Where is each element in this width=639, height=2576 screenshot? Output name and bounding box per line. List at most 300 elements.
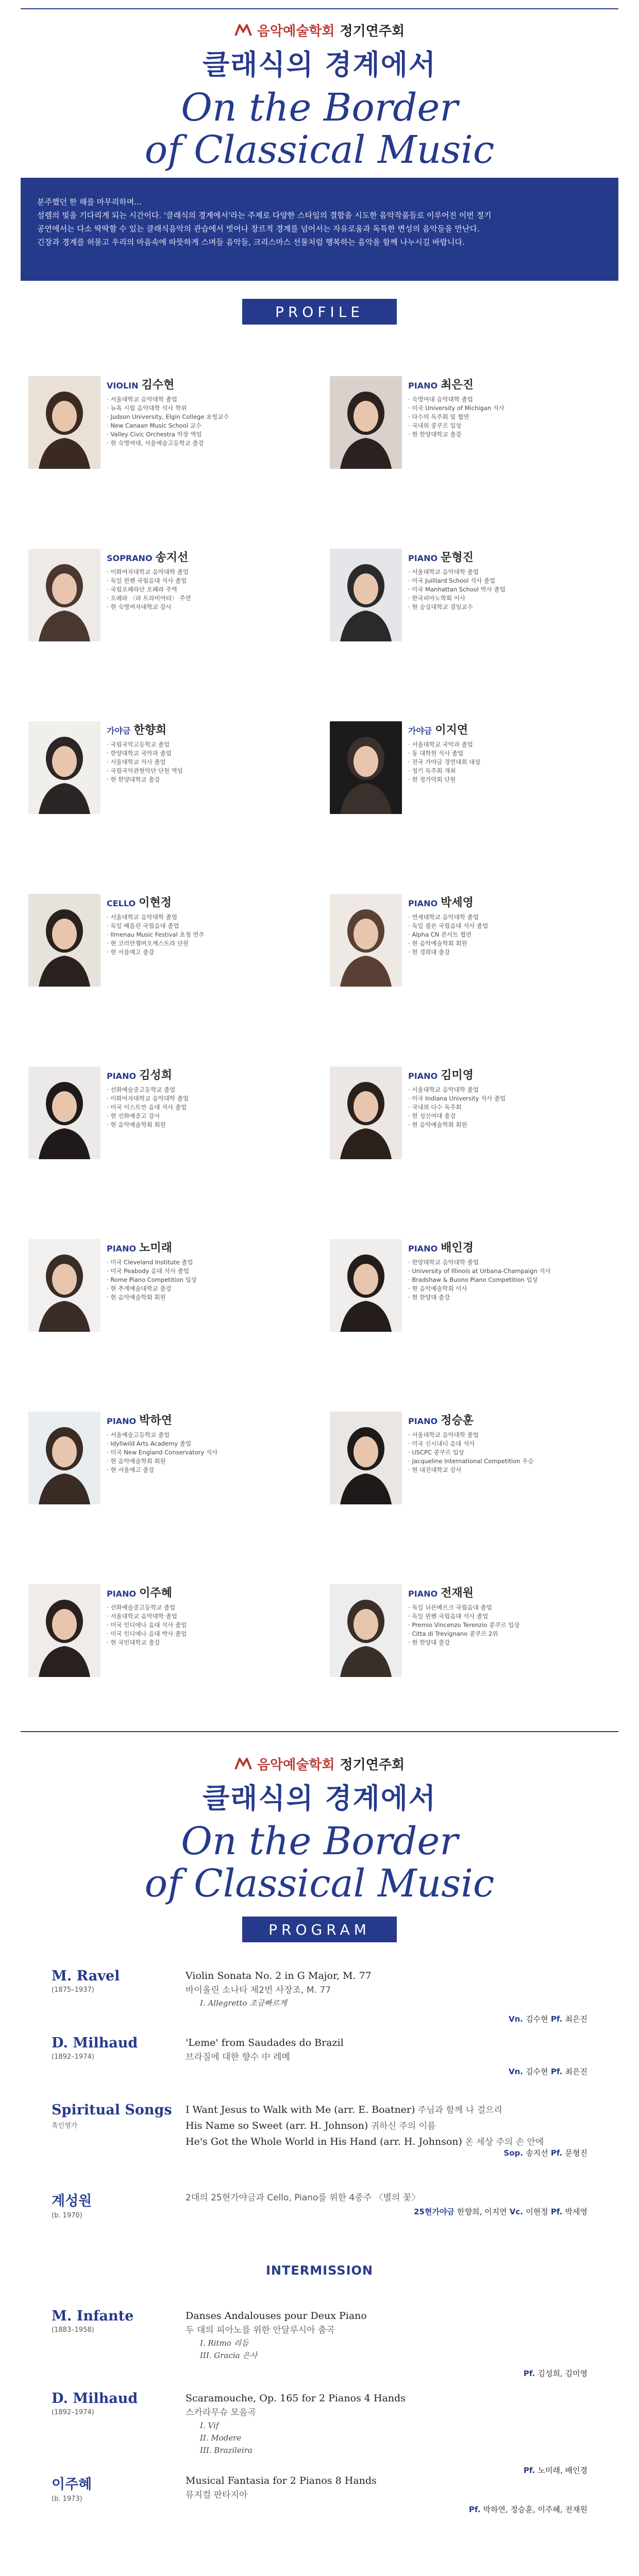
profile-name-line	[107, 721, 313, 737]
work-title-ko: 온 세상 주의 손 안에	[462, 2137, 544, 2147]
bio-item: · Premio Vincenzo Terenzio 콩쿠르 입상	[408, 1621, 614, 1630]
composer	[52, 2190, 186, 2219]
profile-name-line	[107, 1412, 313, 1428]
bio-item: · 현 한양대 출강	[408, 1638, 614, 1647]
profile-name-line	[408, 376, 614, 392]
profile-instrument: PIANO	[408, 553, 438, 563]
program-item	[52, 1968, 587, 2030]
performer-names: 한향희, 이지연	[457, 2207, 507, 2216]
profile-instrument: PIANO	[107, 1416, 137, 1426]
program-item	[52, 2308, 587, 2378]
bio-item: · 국립국악고등학교 졸업	[107, 740, 313, 749]
work-title	[186, 1968, 587, 1984]
work-title-en: Danses Andalouses pour Deux Piano	[186, 2310, 367, 2321]
profile-info	[107, 549, 313, 612]
work-title	[186, 2308, 587, 2324]
performer-label: Pf.	[468, 2505, 483, 2514]
bio-item: · 미국 인디애나 음대 박사 졸업	[107, 1630, 313, 1638]
composer-years: 흑인영가	[52, 2122, 78, 2130]
bio-item: · Citta di Trevignano 콩쿠르 2위	[408, 1630, 614, 1638]
bio-item: · 현 음악예술학회 회원	[107, 1293, 313, 1302]
bio-item: · 독일 베를린 국립음대 졸업	[107, 922, 313, 930]
profile-instrument: PIANO	[408, 381, 438, 391]
logo-icon	[234, 24, 252, 37]
work-korean: 스카라무슈 모음곡	[186, 2408, 256, 2418]
bio-item: · 선화예술중고등학교 졸업	[107, 1086, 313, 1094]
movement: I. Ritmo 리듬	[200, 2338, 249, 2348]
bio-item: · 뉴욕 시립 음악대학 석사 학위	[107, 404, 313, 413]
bio-item: · 미국 Juilliard School 석사 졸업	[408, 577, 614, 585]
profile-name-line	[408, 1066, 614, 1082]
bio-item: · 독일 뉘른베르크 국립음대 졸업	[408, 1603, 614, 1612]
composer-name: M. Infante	[52, 2308, 134, 2324]
performers	[524, 2368, 587, 2379]
profile-name: 한향희	[133, 724, 167, 737]
works	[186, 2035, 587, 2064]
work-title-en: Scaramouche, Op. 165 for 2 Pianos 4 Hands	[186, 2393, 406, 2404]
bio-item: · 현 경희대 출강	[408, 948, 614, 957]
title-english-1: On the Border	[181, 1819, 458, 1863]
composer	[52, 2391, 186, 2416]
composer-name: D. Milhaud	[52, 2391, 138, 2406]
profile-info	[408, 1066, 614, 1129]
profile-card	[330, 721, 618, 840]
performer-label: Vn.	[508, 2014, 526, 2024]
profile-info	[408, 376, 614, 439]
profile-photo	[330, 1239, 402, 1332]
profile-photo	[330, 894, 402, 987]
profile-bio	[107, 1258, 313, 1302]
performer-label: Pf.	[548, 2207, 565, 2216]
profile-bio	[107, 1431, 313, 1475]
profile-card	[330, 894, 618, 1012]
profile-info	[408, 894, 614, 957]
bio-item: · 선화예술중고등학교 졸업	[107, 1603, 313, 1612]
profile-name-line	[408, 549, 614, 565]
bio-item: · 한국피아노학회 이사	[408, 594, 614, 603]
bio-item: · Idyllwild Arts Academy 졸업	[107, 1439, 313, 1448]
movement: III. Brazileira	[200, 2446, 253, 2455]
profile-bio	[107, 913, 313, 957]
bio-item: · 현 음악예술학회 회원	[107, 1457, 313, 1466]
bio-item: · 현 숙명여자대학교 강사	[107, 603, 313, 612]
performers	[509, 2013, 587, 2024]
bio-item: · 현 서울예고 출강	[107, 948, 313, 957]
program-banner: PROGRAM	[242, 1917, 397, 1942]
work-title-en: He's Got the Whole World in His Hand (arr. H. Johnson)	[186, 2136, 462, 2147]
bio-item: · USCPC 콩쿠르 입상	[408, 1448, 614, 1457]
profile-name: 최은진	[441, 379, 474, 392]
profile-card	[330, 1584, 618, 1703]
profile-photo	[28, 1584, 100, 1677]
profile-bio	[107, 1603, 313, 1647]
profile-name: 정승훈	[441, 1414, 474, 1427]
profile-photo	[330, 721, 402, 814]
profile-info	[408, 1239, 614, 1302]
bio-item: · 독일 쾰른 국립음대 석사 졸업	[408, 922, 614, 930]
bio-item: · Valley Civic Orchestra 악장 역임	[107, 430, 313, 439]
profile-bio	[107, 395, 313, 448]
bio-item: · 서울대학교 음악대학 졸업	[408, 1086, 614, 1094]
bio-item: · 미국 Peabody 음대 석사 졸업	[107, 1267, 313, 1276]
work-title-en: His Name so Sweet (arr. H. Johnson)	[186, 2120, 368, 2131]
composer	[52, 2035, 186, 2061]
bio-item: · 동 대학원 석사 졸업	[408, 749, 614, 758]
bio-item: · 현 숙명여대, 서울예술고등학교 출강	[107, 439, 313, 448]
composer-years: (1892–1974)	[52, 2409, 94, 2416]
works	[186, 1968, 587, 2009]
performer-label: Sop.	[503, 2148, 526, 2158]
works	[186, 2473, 587, 2502]
bio-item: · 현 한양대학교 출강	[408, 430, 614, 439]
profile-card	[28, 721, 317, 840]
bio-item: · 현 정가악회 단원	[408, 775, 614, 784]
bio-item: · 현 추계예술대학교 출강	[107, 1284, 313, 1293]
bio-item: · Judson University, Elgin College 초빙교수	[107, 413, 313, 421]
profile-card	[330, 1239, 618, 1358]
bio-item: · 미국 신시내티 음대 석사	[408, 1439, 614, 1448]
performers	[509, 2066, 587, 2077]
profile-bio	[408, 740, 614, 784]
work-title-en: Musical Fantasia for 2 Pianos 8 Hands	[186, 2475, 377, 2486]
bio-item: · 전국 가야금 경연대회 대상	[408, 758, 614, 767]
profile-instrument: PIANO	[408, 1416, 438, 1426]
profile-name: 김미영	[441, 1069, 474, 1082]
bio-item: · Alpha CN 콘서트 협연	[408, 930, 614, 939]
performer-label: Pf.	[523, 2369, 538, 2378]
profile-info	[107, 721, 313, 784]
bio-item: · Jacqueline International Competition 우승	[408, 1457, 614, 1466]
bio-item: · 서울대학교 석사 졸업	[107, 758, 313, 767]
work-title	[186, 2118, 587, 2134]
profile-instrument: 가야금	[107, 726, 131, 736]
profile-info	[107, 894, 313, 957]
intermission: INTERMISSION	[266, 2263, 373, 2278]
work-title-en: Violin Sonata No. 2 in G Major, M. 77	[186, 1970, 372, 1981]
profile-instrument: VIOLIN	[107, 381, 139, 391]
profile-bio	[107, 568, 313, 612]
profile-photo	[28, 894, 100, 987]
work-title	[186, 2190, 587, 2206]
title-english-2: of Classical Music	[144, 1861, 495, 1906]
composer-years: (1883–1958)	[52, 2326, 94, 2334]
works	[186, 2391, 587, 2456]
program-item	[52, 2035, 587, 2097]
bio-item: · 미국 New England Conservatory 석사	[107, 1448, 313, 1457]
bio-item: · 이화여자대학교 음악대학 졸업	[107, 568, 313, 577]
performer-names: 박하연, 정승훈, 이주혜, 전재원	[483, 2505, 587, 2514]
bio-item: · 현 한양대 출강	[408, 1293, 614, 1302]
bio-item: · 서울대학교 음악대학 졸업	[107, 1612, 313, 1621]
bio-item: · 연세대학교 음악대학 졸업	[408, 913, 614, 922]
bio-item: · 국내외 콩쿠르 입상	[408, 421, 614, 430]
profile-info	[408, 721, 614, 784]
program-item	[52, 2190, 587, 2251]
bio-item: · 현 선화예중고 강사	[107, 1112, 313, 1121]
program-item	[52, 2473, 587, 2535]
profile-name-line	[408, 1239, 614, 1255]
bio-item: · 서울대학교 국악과 졸업	[408, 740, 614, 749]
work-title-en: 'Leme' from Saudades do Brazil	[186, 2037, 344, 2048]
org-name: 음악예술학회	[257, 24, 335, 39]
profile-bio	[408, 1603, 614, 1647]
profile-name: 전재원	[441, 1587, 474, 1600]
program-item	[52, 2102, 587, 2164]
bio-item: · 서울대학교 음악대학 졸업	[408, 1431, 614, 1439]
profile-instrument: PIANO	[408, 1244, 438, 1253]
bio-item: · 현 음악예술학회 회원	[408, 1121, 614, 1129]
intro-box	[21, 178, 618, 281]
profile-card	[28, 549, 317, 667]
composer-name: D. Milhaud	[52, 2035, 138, 2051]
profile-instrument: 가야금	[408, 726, 432, 736]
works	[186, 2102, 587, 2150]
profile-info	[107, 1239, 313, 1302]
work-title	[186, 2035, 587, 2050]
bio-item: · 미국 이스트만 음대 석사 졸업	[107, 1103, 313, 1112]
profile-card	[28, 1239, 317, 1358]
intro-line: 분주했던 한 해를 마무리하며…	[37, 197, 142, 207]
performer-names: 문형진	[565, 2148, 587, 2158]
profile-card	[28, 376, 317, 495]
performer-names: 박세영	[565, 2207, 587, 2216]
bio-item: · 현 코리안챔버오케스트라 단원	[107, 939, 313, 948]
profile-name: 박세영	[441, 896, 474, 909]
work-title-ko: 2대의 25현가야금과 Cello, Piano를 위한 4중주 〈별의 꽃〉	[186, 2193, 421, 2203]
profile-name-line	[107, 549, 313, 565]
profile-photo	[28, 1239, 100, 1332]
work-title	[186, 2473, 587, 2488]
profile-card	[330, 1066, 618, 1185]
performer-names: 김성희, 김미영	[537, 2369, 587, 2378]
profile-photo	[28, 721, 100, 814]
profile-name: 이현정	[139, 896, 172, 909]
bio-item: · 독일 뮌헨 국립음대 석사 졸업	[408, 1612, 614, 1621]
profile-photo	[330, 376, 402, 469]
profile-info	[107, 376, 313, 448]
profile-name-line	[408, 1584, 614, 1600]
performers	[503, 2147, 587, 2158]
performer-names: 송지선	[526, 2148, 548, 2158]
profile-name: 송지선	[155, 551, 189, 564]
bio-item: · 서울대학교 음악대학 졸업	[107, 395, 313, 404]
profile-photo	[28, 549, 100, 641]
intro-line: 설렘의 빛을 기다리게 되는 시간이다. '클래식의 경계에서'라는 주제로 다양한 스타일의 결합을 시도한 음악작품들로 이루어진 이번 정기	[37, 211, 492, 220]
profile-info	[107, 1412, 313, 1475]
profile-name: 이주혜	[139, 1587, 172, 1600]
performer-names: 노미래, 배인경	[537, 2466, 587, 2475]
title-english-2: of Classical Music	[144, 128, 495, 172]
bio-item: · 국내외 다수 독주회	[408, 1103, 614, 1112]
bio-item: · 서울예술고등학교 졸업	[107, 1431, 313, 1439]
header	[0, 21, 639, 171]
bio-item: · 한양대학교 음악대학 졸업	[408, 1258, 614, 1267]
profile-info	[408, 1584, 614, 1647]
performer-names: 최은진	[565, 2014, 587, 2024]
profile-photo	[28, 376, 100, 469]
profile-bio	[408, 568, 614, 612]
bio-item: · 현 음악예술학회 회원	[107, 1121, 313, 1129]
bio-item: · New Canaan Music School 교수	[107, 421, 313, 430]
profile-name: 김성희	[139, 1069, 172, 1082]
work-korean: 브라질에 대한 향수 中 레메	[186, 2052, 290, 2062]
bio-item: · 미국 University of Michigan 석사	[408, 404, 614, 413]
bio-item: · 국립국악관현악단 단원 역임	[107, 767, 313, 775]
profile-name-line	[107, 1584, 313, 1600]
org-name: 음악예술학회	[257, 1757, 335, 1773]
profile-instrument: PIANO	[408, 1589, 438, 1599]
profile-bio	[107, 1086, 313, 1129]
regular-concert: 정기연주회	[340, 24, 405, 39]
profile-name-line	[408, 894, 614, 910]
profile-instrument: CELLO	[107, 899, 136, 908]
movement: I. Vif	[200, 2421, 219, 2430]
profile-card	[28, 894, 317, 1012]
work-title-ko: 주님과 함께 나 걸으리	[415, 2105, 502, 2115]
profile-card	[28, 1066, 317, 1185]
performer-label: Vn.	[508, 2067, 526, 2076]
composer-name: M. Ravel	[52, 1968, 120, 1984]
bio-item: · 미국 인디애나 음대 석사 졸업	[107, 1621, 313, 1630]
composer-name: 계성원	[52, 2193, 92, 2209]
bio-item: · 현 대진대학교 강사	[408, 1466, 614, 1475]
performer-label: Pf.	[548, 2014, 565, 2024]
profile-bio	[408, 1086, 614, 1129]
program-item	[52, 2391, 587, 2475]
composer	[52, 2102, 186, 2130]
profile-bio	[408, 913, 614, 957]
movement: I. Allegretto 조금빠르게	[200, 1998, 287, 2008]
profile-bio	[408, 395, 614, 439]
performer-names: 이현정	[526, 2207, 548, 2216]
performer-label: Pf.	[523, 2466, 538, 2475]
composer-name: 이주혜	[52, 2477, 92, 2493]
profile-instrument: PIANO	[408, 899, 438, 908]
profile-photo	[330, 1584, 402, 1677]
middle-rule	[21, 1731, 618, 1732]
bio-item: · 국립오페라단 오페라 주역	[107, 585, 313, 594]
composer-years: (1875–1937)	[52, 1986, 94, 1994]
bio-item: · 현 음악예술학회 이사	[408, 1284, 614, 1293]
title-korean: 클래식의 경계에서	[202, 48, 437, 81]
profile-instrument: PIANO	[408, 1071, 438, 1081]
composer-name: Spiritual Songs	[52, 2102, 172, 2118]
header-program	[0, 1754, 639, 1905]
profile-name: 노미래	[139, 1242, 172, 1255]
profile-photo	[330, 1412, 402, 1504]
bio-item: · 독일 뮌헨 국립음대 석사 졸업	[107, 577, 313, 585]
composer	[52, 1968, 186, 1994]
profile-instrument: PIANO	[107, 1071, 137, 1081]
bio-item: · 정기 독주회 개최	[408, 767, 614, 775]
bio-item: · 미국 Indiana University 석사 졸업	[408, 1094, 614, 1103]
performers	[469, 2504, 587, 2515]
profile-name-line	[107, 1239, 313, 1255]
work-title-en: I Want Jesus to Walk with Me (arr. E. Boatner)	[186, 2104, 415, 2115]
performer-names: 김수현	[526, 2014, 548, 2024]
work-title	[186, 2102, 587, 2118]
profile-photo	[28, 1066, 100, 1159]
profile-bio	[408, 1258, 614, 1302]
movement: II. Modere	[200, 2433, 242, 2443]
bio-item: · 현 국민대학교 출강	[107, 1638, 313, 1647]
performer-label: Pf.	[548, 2067, 565, 2076]
profile-name: 배인경	[441, 1242, 474, 1255]
profile-photo	[330, 549, 402, 641]
top-rule	[21, 8, 618, 9]
work-title	[186, 2391, 587, 2406]
bio-item: · 미국 Cleveland Institute 졸업	[107, 1258, 313, 1267]
profile-card	[330, 376, 618, 495]
movement: III. Gracia 은사	[200, 2351, 258, 2360]
profile-name: 김수현	[141, 379, 175, 392]
intro-line: 긴장과 경계를 허물고 우리의 마음속에 따뜻하게 스며들 음악들, 크리스마스 선물처럼 행복하는 음악을 함께 나누시길 바랍니다.	[37, 238, 465, 247]
logo-icon	[234, 1758, 252, 1770]
profile-instrument: SOPRANO	[107, 553, 153, 563]
bio-item: · 현 성신여대 출강	[408, 1112, 614, 1121]
bio-item: · Ilmenau Music Festival 초청 연주	[107, 930, 313, 939]
profile-photo	[28, 1412, 100, 1504]
performer-label: 25현가야금	[413, 2207, 458, 2216]
bio-item: · 오페라 〈라 트라비아타〉 주연	[107, 594, 313, 603]
bio-item: · 다수의 독주회 및 협연	[408, 413, 614, 421]
bio-item: · 현 음악예술학회 회원	[408, 939, 614, 948]
work-title-ko: 귀하신 주의 이름	[368, 2121, 436, 2131]
profile-card	[28, 1584, 317, 1703]
composer-years: (b. 1970)	[52, 2212, 82, 2219]
profile-photo	[330, 1066, 402, 1159]
profile-bio	[408, 1431, 614, 1475]
title-english-1: On the Border	[181, 86, 458, 130]
profile-name-line	[408, 721, 614, 737]
composer-years: (b. 1973)	[52, 2495, 82, 2503]
works	[186, 2190, 587, 2206]
bio-item: · 서울대학교 음악대학 졸업	[408, 568, 614, 577]
composer	[52, 2308, 186, 2334]
profile-name-line	[107, 376, 313, 392]
bio-item: · 한양대학교 국악과 졸업	[107, 749, 313, 758]
title-korean: 클래식의 경계에서	[202, 1782, 437, 1815]
bio-item: · 현 서울예고 출강	[107, 1466, 313, 1475]
profile-name: 박하연	[139, 1414, 172, 1427]
bio-item: · Rome Piano Competition 입상	[107, 1276, 313, 1284]
profile-instrument: PIANO	[107, 1244, 137, 1253]
composer	[52, 2473, 186, 2503]
profile-info	[408, 549, 614, 612]
profile-bio	[107, 740, 313, 784]
profile-card	[28, 1412, 317, 1530]
performer-names: 김수현	[526, 2067, 548, 2076]
bio-item: · 미국 Manhattan School 박사 졸업	[408, 585, 614, 594]
profile-card	[330, 549, 618, 667]
composer-years: (1892–1974)	[52, 2053, 94, 2061]
profile-name: 문형진	[441, 551, 474, 564]
bio-item: · University of Illinois at Urbana-Champaign 석사	[408, 1267, 614, 1276]
bio-item: · 현 숭실대학교 겸임교수	[408, 603, 614, 612]
profile-info	[107, 1066, 313, 1129]
profile-name-line	[107, 894, 313, 910]
profile-info	[408, 1412, 614, 1475]
profile-banner: PROFILE	[242, 299, 397, 325]
work-korean: 뮤지컬 판타지아	[186, 2490, 248, 2500]
performers	[414, 2206, 587, 2217]
performer-label: Pf.	[548, 2148, 565, 2158]
performer-names: 최은진	[565, 2067, 587, 2076]
profile-name: 이지연	[435, 724, 468, 737]
profile-card	[330, 1412, 618, 1530]
work-korean: 두 대의 피아노를 위한 안달루시아 춤곡	[186, 2325, 335, 2335]
profile-name-line	[408, 1412, 614, 1428]
